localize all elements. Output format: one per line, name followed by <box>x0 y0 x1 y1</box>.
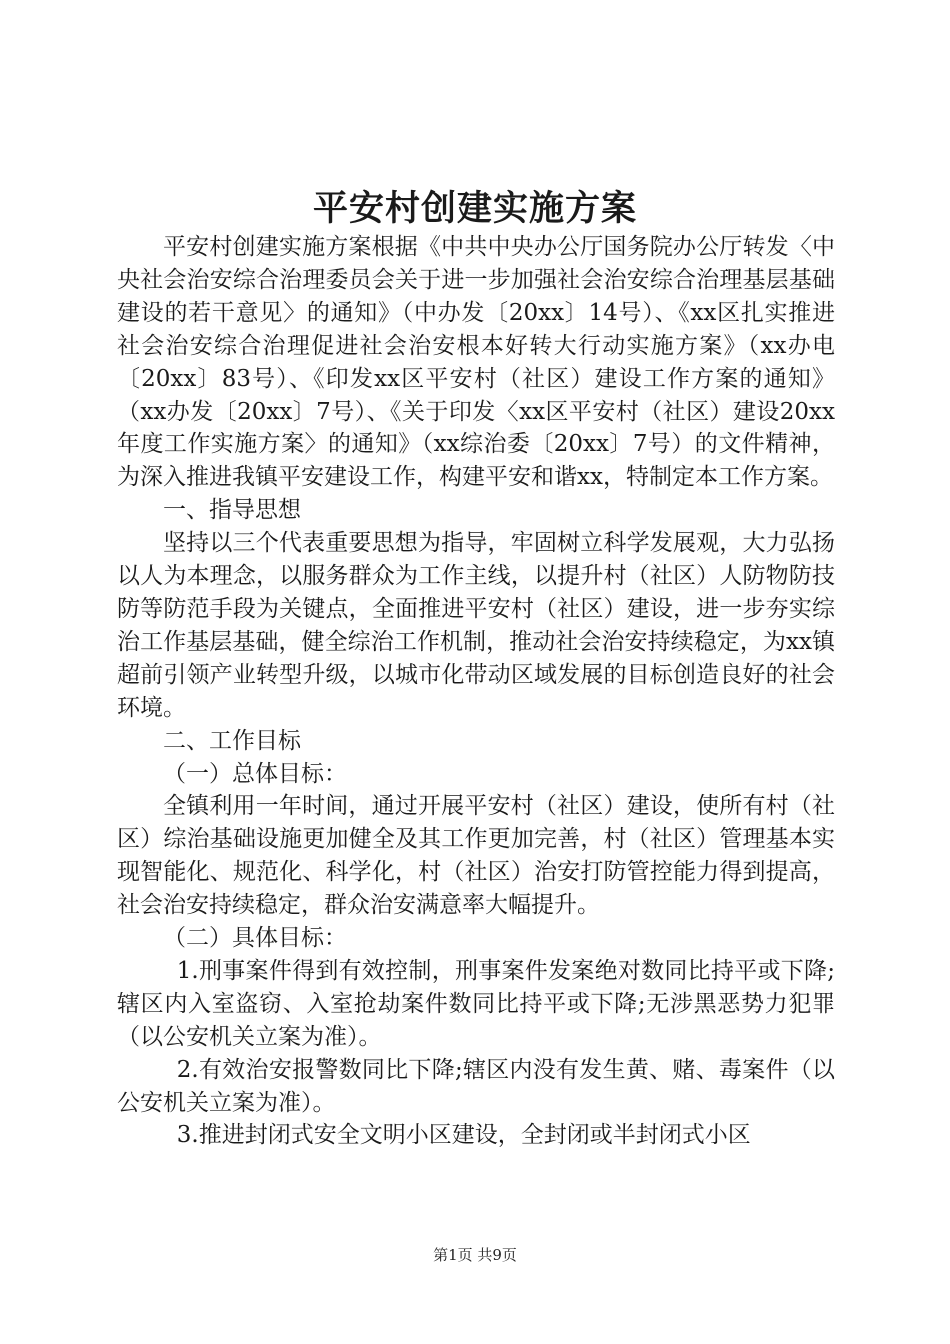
paragraph-guiding-ideology: 坚持以三个代表重要思想为指导，牢固树立科学发展观，大力弘扬以人为本理念，以服务群众为工作主线，以提升村（社区）人防物防技防等防范手段为关键点，全面推进平安村（社区）建设，进一步夯实综治工作基层基础，健全综治工作机制，推动社会治安持续稳定，为xx镇超前引领产业转型升级，以城市化带动区域发展的目标创造良好的社会环境。 <box>117 530 835 721</box>
list-item: 3.推进封闭式安全文明小区建设，全封闭或半封闭式小区 <box>176 1122 751 1149</box>
heading-work-goals: 二、工作目标 <box>163 727 301 754</box>
paragraph-overall-goal: 全镇利用一年时间，通过开展平安村（社区）建设，使所有村（社区）综治基础设施更加健全及其工作更加完善，村（社区）管理基本实现智能化、规范化、科学化，村（社区）治安打防管控能力得到提高，社会治安持续稳定，群众治安满意率大幅提升。 <box>117 793 835 919</box>
subheading-overall-goal: （一）总体目标： <box>163 760 347 787</box>
paragraph-intro: 平安村创建实施方案根据《中共中央办公厅国务院办公厅转发〈中央社会治安综合治理委员会关于进一步加强社会治安综合治理基层基础建设的若干意见〉的通知》（中办发〔20xx〕14号）、《xx区扎实推进社会治安综合治理促进社会治安根本好转大行动实施方案》（xx办电〔20xx〕83号）、《印发xx区平安村（社区）建设工作方案的通知》（xx办发〔20xx〕7号）、《关于印发〈xx区平安村（社区）建设20xx年度工作实施方案〉的通知》（xx综治委〔20xx〕7号）的文件精神，为深入推进我镇平安建设工作，构建平安和谐xx，特制定本工作方案。 <box>117 234 835 491</box>
document-body <box>117 231 835 1152</box>
list-item: 2.有效治安报警数同比下降;辖区内没有发生黄、赌、毒案件（以公安机关立案为准）。 <box>117 1056 835 1116</box>
document-title: 平安村创建实施方案 <box>312 188 637 229</box>
page-number-footer: 第1页 共9页 <box>433 1246 517 1264</box>
list-item: 1.刑事案件得到有效控制，刑事案件发案绝对数同比持平或下降;辖区内入室盗窃、入室抢劫案件数同比持平或下降;无涉黑恶势力犯罪（以公安机关立案为准）。 <box>117 957 835 1050</box>
subheading-specific-goals: （二）具体目标： <box>163 925 347 952</box>
heading-guiding-ideology: 一、指导思想 <box>163 497 301 524</box>
